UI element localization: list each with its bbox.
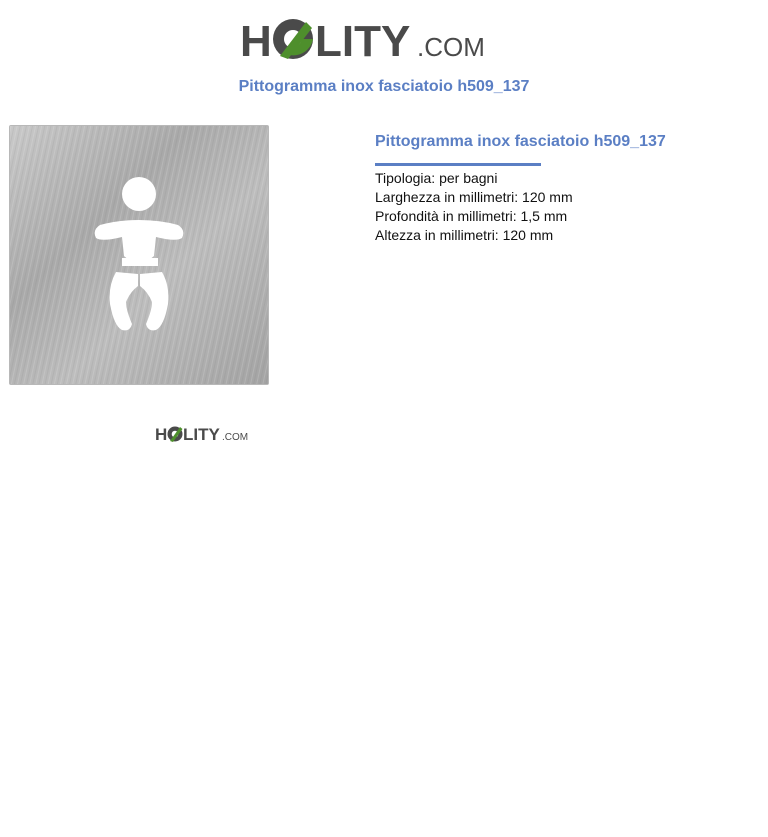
- spec-item-width: Larghezza in millimetri: 120 mm: [375, 189, 573, 205]
- holity-logo-icon: [240, 12, 485, 66]
- page-title: Pittogramma inox fasciatoio h509_137: [238, 78, 530, 95]
- brand-logo-small[interactable]: [155, 423, 249, 444]
- svg-text:LITY: LITY: [183, 425, 220, 444]
- svg-text:.COM: .COM: [222, 432, 249, 443]
- product-details: [375, 132, 675, 245]
- product-name: Pittogramma inox fasciatoio h509_137: [375, 133, 666, 150]
- spec-item-depth: Profondità in millimetri: 1,5 mm: [375, 208, 568, 224]
- logo-o-icon: [273, 19, 313, 59]
- product-image[interactable]: [9, 125, 269, 385]
- svg-text:H: H: [155, 425, 168, 444]
- spec-item-height: Altezza in millimetri: 120 mm: [375, 227, 554, 243]
- holity-logo-small-icon: [155, 423, 249, 444]
- svg-text:H: H: [240, 17, 272, 66]
- brand-logo[interactable]: [240, 12, 485, 66]
- spec-item-type: Tipologia: per bagni: [375, 170, 498, 186]
- baby-changing-pictogram-icon: [10, 126, 268, 384]
- spec-list: [375, 169, 675, 245]
- title-divider: [375, 163, 541, 166]
- svg-text:.COM: .COM: [417, 32, 485, 62]
- svg-text:LITY: LITY: [315, 17, 411, 66]
